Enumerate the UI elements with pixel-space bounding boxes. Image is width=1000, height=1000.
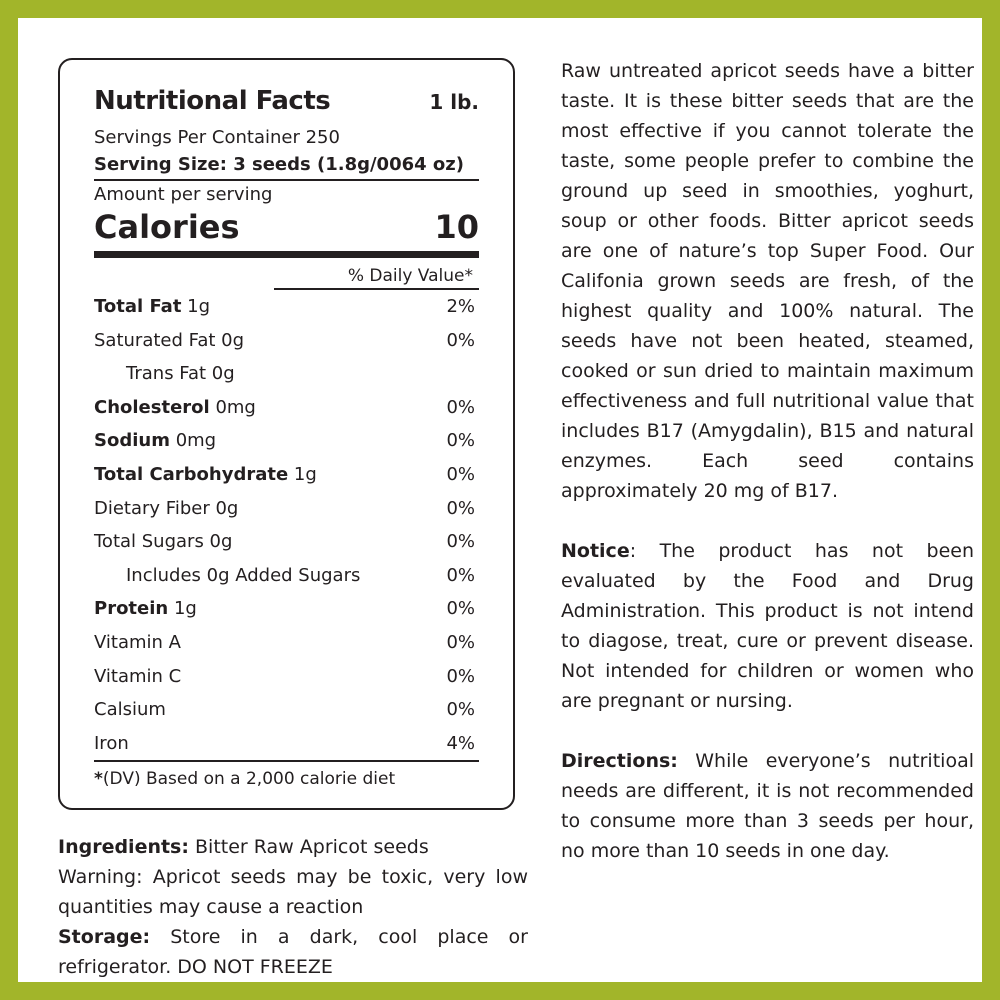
nutrient-dv: 0% bbox=[446, 665, 475, 687]
net-weight: 1 lb. bbox=[429, 90, 479, 114]
ingredients-section bbox=[58, 832, 528, 982]
nutrient-list bbox=[94, 290, 479, 762]
storage-label: Storage: bbox=[58, 926, 151, 948]
nutrient-label: Vitamin C bbox=[94, 665, 182, 687]
warning-text: Warning: Apricot seeds may be toxic, very low quantities may cause a reaction bbox=[58, 866, 528, 918]
nutrient-row bbox=[94, 357, 479, 391]
daily-value-footnote: *(DV) Based on a 2,000 calorie diet bbox=[94, 769, 396, 790]
nutrient-label: Dietary Fiber 0g bbox=[94, 497, 239, 519]
nutrient-label: Vitamin A bbox=[94, 631, 181, 653]
nutrient-row bbox=[94, 525, 479, 559]
nutrient-dv: 0% bbox=[446, 531, 475, 553]
ingredients-label: Ingredients: bbox=[58, 836, 189, 858]
nutrient-row bbox=[94, 424, 479, 458]
nutrient-row bbox=[94, 660, 479, 694]
nutrient-dv: 0% bbox=[446, 699, 475, 721]
nutrient-label: Includes 0g Added Sugars bbox=[126, 564, 361, 586]
nutrient-dv: 0% bbox=[446, 463, 475, 485]
nutrient-row bbox=[94, 391, 479, 425]
nutrient-label: Cholesterol 0mg bbox=[94, 396, 256, 418]
storage-line bbox=[58, 922, 528, 982]
amount-per-serving: Amount per serving bbox=[94, 184, 273, 205]
calories-row bbox=[94, 207, 479, 258]
nutrient-dv: 0% bbox=[446, 598, 475, 620]
servings-per-container: Servings Per Container 250 bbox=[94, 127, 340, 148]
nutrient-dv: 0% bbox=[446, 329, 475, 351]
nutrition-facts-panel bbox=[58, 58, 515, 810]
nutrient-dv: 0% bbox=[446, 564, 475, 586]
storage-text: Store in a dark, cool place or refrigerator. DO NOT FREEZE bbox=[58, 926, 528, 978]
nutrient-dv: 2% bbox=[446, 296, 475, 317]
nutrient-label: Total Fat 1g bbox=[94, 296, 211, 317]
nutrient-row bbox=[94, 492, 479, 526]
directions-paragraph bbox=[561, 746, 974, 866]
nutrient-label: Sodium 0mg bbox=[94, 430, 217, 452]
nutrient-label: Iron bbox=[94, 732, 129, 754]
nutrient-dv: 0% bbox=[446, 631, 475, 653]
nutrient-label: Total Carbohydrate 1g bbox=[94, 463, 317, 485]
product-info-column bbox=[561, 56, 974, 866]
nutrient-row bbox=[94, 559, 479, 593]
nutrient-row bbox=[94, 324, 479, 358]
directions-text: While everyone’s nutritioal needs are different, it is not recommended to consume more than 3 seeds per hour, no more than 10 seeds in one day. bbox=[561, 750, 974, 862]
notice-label: Notice bbox=[561, 540, 630, 562]
nutrient-row bbox=[94, 626, 479, 660]
notice-paragraph bbox=[561, 536, 974, 716]
nutrient-row bbox=[94, 458, 479, 492]
nutrient-row bbox=[94, 592, 479, 626]
nutrient-label: Protein 1g bbox=[94, 598, 197, 620]
nutrient-dv: 0% bbox=[446, 497, 475, 519]
nutrient-label: Total Sugars 0g bbox=[94, 531, 233, 553]
nutrient-label: Calsium bbox=[94, 699, 166, 721]
daily-value-header: % Daily Value* bbox=[274, 264, 479, 290]
nutrient-row bbox=[94, 693, 479, 727]
ingredients-text: Bitter Raw Apricot seeds bbox=[188, 836, 429, 858]
serving-size: Serving Size: 3 seeds (1.8g/0064 oz) bbox=[94, 152, 479, 181]
directions-label: Directions: bbox=[561, 750, 678, 772]
calories-label: Calories bbox=[94, 208, 240, 246]
nutrient-dv: 0% bbox=[446, 430, 475, 452]
ingredients-line bbox=[58, 832, 528, 862]
nutrient-label: Trans Fat 0g bbox=[126, 363, 235, 385]
nutrient-dv: 0% bbox=[446, 396, 475, 418]
description-paragraph: Raw untreated apricot seeds have a bitter taste. It is these bitter seeds that are the most effective if you cannot tolerate the taste, some people prefer to combine the ground up seed in smoothies, yoghurt, soup or other foods. Bitter apricot seeds are one of nature’s top Super Food. Our Califonia grown seeds are fresh, of the highest quality and 100% natural. The seeds have not been heated, steamed, cooked or sun dried to maintain maximum effectiveness and full nutritional value that includes B17 (Amygdalin), B15 and natural enzymes. Each seed contains approximately 20 mg of B17. bbox=[561, 60, 974, 502]
nutrient-row bbox=[94, 727, 479, 763]
nutrient-label: Saturated Fat 0g bbox=[94, 329, 245, 351]
nutrition-title: Nutritional Facts bbox=[94, 86, 331, 116]
notice-text: : The product has not been evaluated by the Food and Drug Administration. This product is not intend to diagose, treat, cure or prevent disease. Not intended for children or women who are pregnant or nursing. bbox=[561, 540, 974, 712]
calories-value: 10 bbox=[434, 208, 479, 246]
nutrient-row bbox=[94, 290, 479, 324]
nutrient-dv: 4% bbox=[446, 732, 475, 754]
nutrition-title-row bbox=[94, 86, 479, 116]
